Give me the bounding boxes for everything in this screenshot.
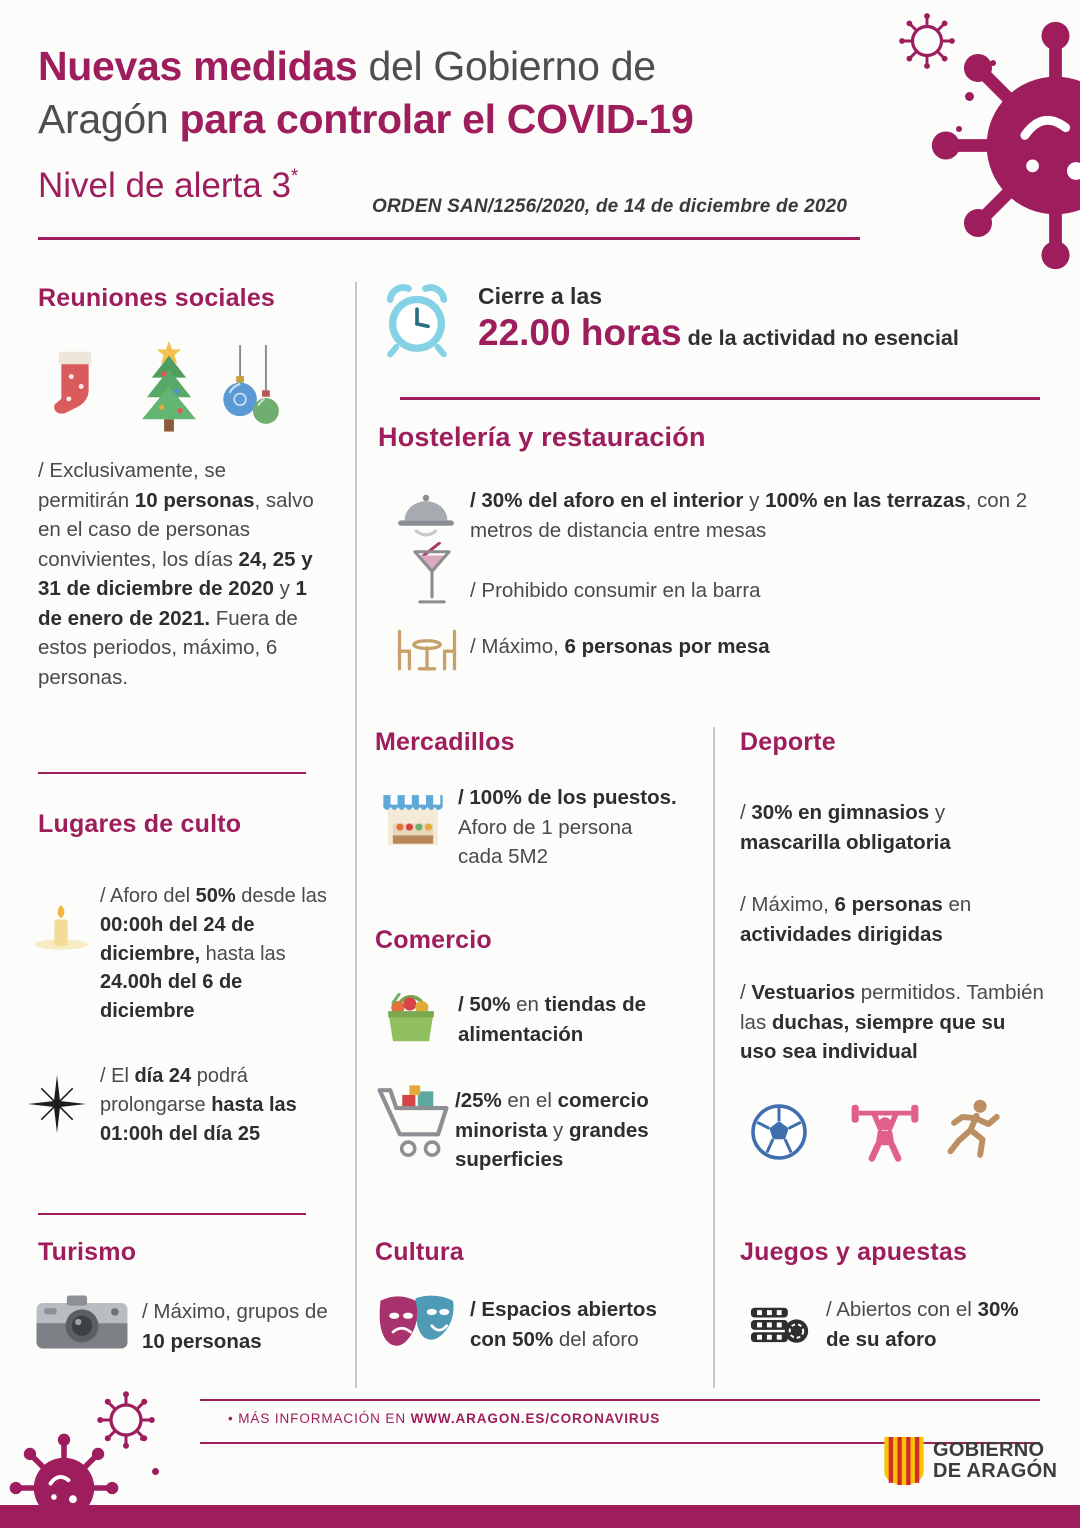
table-chairs-icon [394,626,460,672]
header-rule [38,237,860,240]
alarm-clock-icon [378,280,456,358]
christmas-tree-icon [130,336,208,434]
poker-chips-icon [746,1290,810,1350]
section-heading-comercio: Comercio [375,926,492,954]
section-heading-lugares: Lugares de culto [38,810,242,838]
turismo-text: / Máximo, grupos de 10 personas [142,1300,328,1353]
section-heading-cultura: Cultura [375,1238,464,1266]
section-heading-reuniones: Reuniones sociales [38,284,276,312]
closure-line1: Cierre a las [478,283,603,309]
cloche-icon [396,490,456,538]
deporte-item-text: / 30% en gimnasios y mascarilla obligatoria [740,801,951,854]
logo-line2: DE ARAGÓN [933,1460,1058,1482]
closure-time: 22.00 horas [478,312,682,353]
candle-icon [28,900,94,952]
footer-rule-top [200,1399,1040,1401]
comercio-item-text: / 50% en tiendas de alimentación [458,993,647,1046]
baubles-icon [222,345,284,433]
comercio-item-text: /25% en el comercio minorista y grandes superficies [455,1089,649,1172]
camera-icon [34,1290,130,1354]
hosteleria-item-text: / 30% del aforo en el interior y 100% en las terrazas, con 2 metros de distancia entre mesas [470,489,1028,542]
section-heading-hosteleria: Hostelería y restauración [378,422,706,452]
food-basket-icon [381,988,441,1044]
virus-icon [928,18,1080,273]
section-heading-mercadillos: Mercadillos [375,728,515,756]
deporte-item-text: / Máximo, 6 personas en actividades dirigidas [740,893,972,946]
page-title-line1: Nuevas medidas del Gobierno de [38,43,656,89]
section-heading-deporte: Deporte [740,728,836,756]
star-icon [28,1075,86,1133]
market-stall-icon [381,788,445,852]
order-reference: ORDEN SAN/1256/2020, de 14 de diciembre de 2020 [372,196,848,217]
closure-rule [400,397,1040,400]
left-divider [38,772,306,774]
column-divider [355,282,357,1388]
page-title [38,40,694,146]
aragon-shield-icon [884,1437,924,1485]
section-heading-juegos: Juegos y apuestas [740,1238,968,1266]
lugares-item-text: / Aforo del 50% desde las 00:00h del 24 de diciembre, hasta las 24.00h del 6 de diciembre [100,885,327,1023]
shopping-cart-icon [376,1080,450,1160]
section-heading-turismo: Turismo [38,1238,137,1266]
closure-notice [478,283,1043,354]
gobierno-aragon-logo [884,1437,1057,1485]
virus-dot-icon [140,1436,145,1441]
runner-icon [942,1098,1004,1162]
deporte-item-text: / Vestuarios permitidos. También las duchas, siempre que su uso sea individual [740,981,1044,1064]
lugares-item-text: / El día 24 podrá prolongarse hasta las 01:00h del día 25 [100,1065,297,1145]
page-title-line2: Aragón para controlar el COVID-19 [38,96,694,142]
weightlifter-icon [848,1100,922,1162]
more-info-text: • MÁS INFORMACIÓN EN WWW.ARAGON.ES/CORONAVIRUS [228,1411,661,1426]
closure-rest: de la actividad no esencial [681,326,959,350]
reuniones-text: / Exclusivamente, se permitirán 10 personas, salvo en el caso de personas convivientes, los días 24, 25 y 31 de diciembre de 2020 y 1 de enero de 2021. Fuera de estos periodos, máximo, 6 personas. [38,459,314,689]
virus-dot-icon [152,1468,159,1475]
alert-level: Nivel de alerta 3* [38,166,299,205]
logo-line1: GOBIERNO [933,1439,1045,1461]
mercadillos-text: / 100% de los puestos. Aforo de 1 persona cada 5M2 [458,786,677,869]
theater-masks-icon [378,1290,458,1354]
soccer-ball-icon [750,1103,808,1161]
cocktail-icon [410,542,454,608]
bottom-accent-bar [0,1505,1080,1528]
left-divider [38,1213,306,1215]
hosteleria-item-text: / Máximo, 6 personas por mesa [470,635,770,658]
hosteleria-item-text: / Prohibido consumir en la barra [470,579,761,602]
juegos-text: / Abiertos con el 30% de su aforo [826,1298,1019,1351]
cultura-text: / Espacios abiertos con 50% del aforo [470,1298,657,1351]
column-divider [713,727,715,1388]
stocking-icon [44,348,106,430]
